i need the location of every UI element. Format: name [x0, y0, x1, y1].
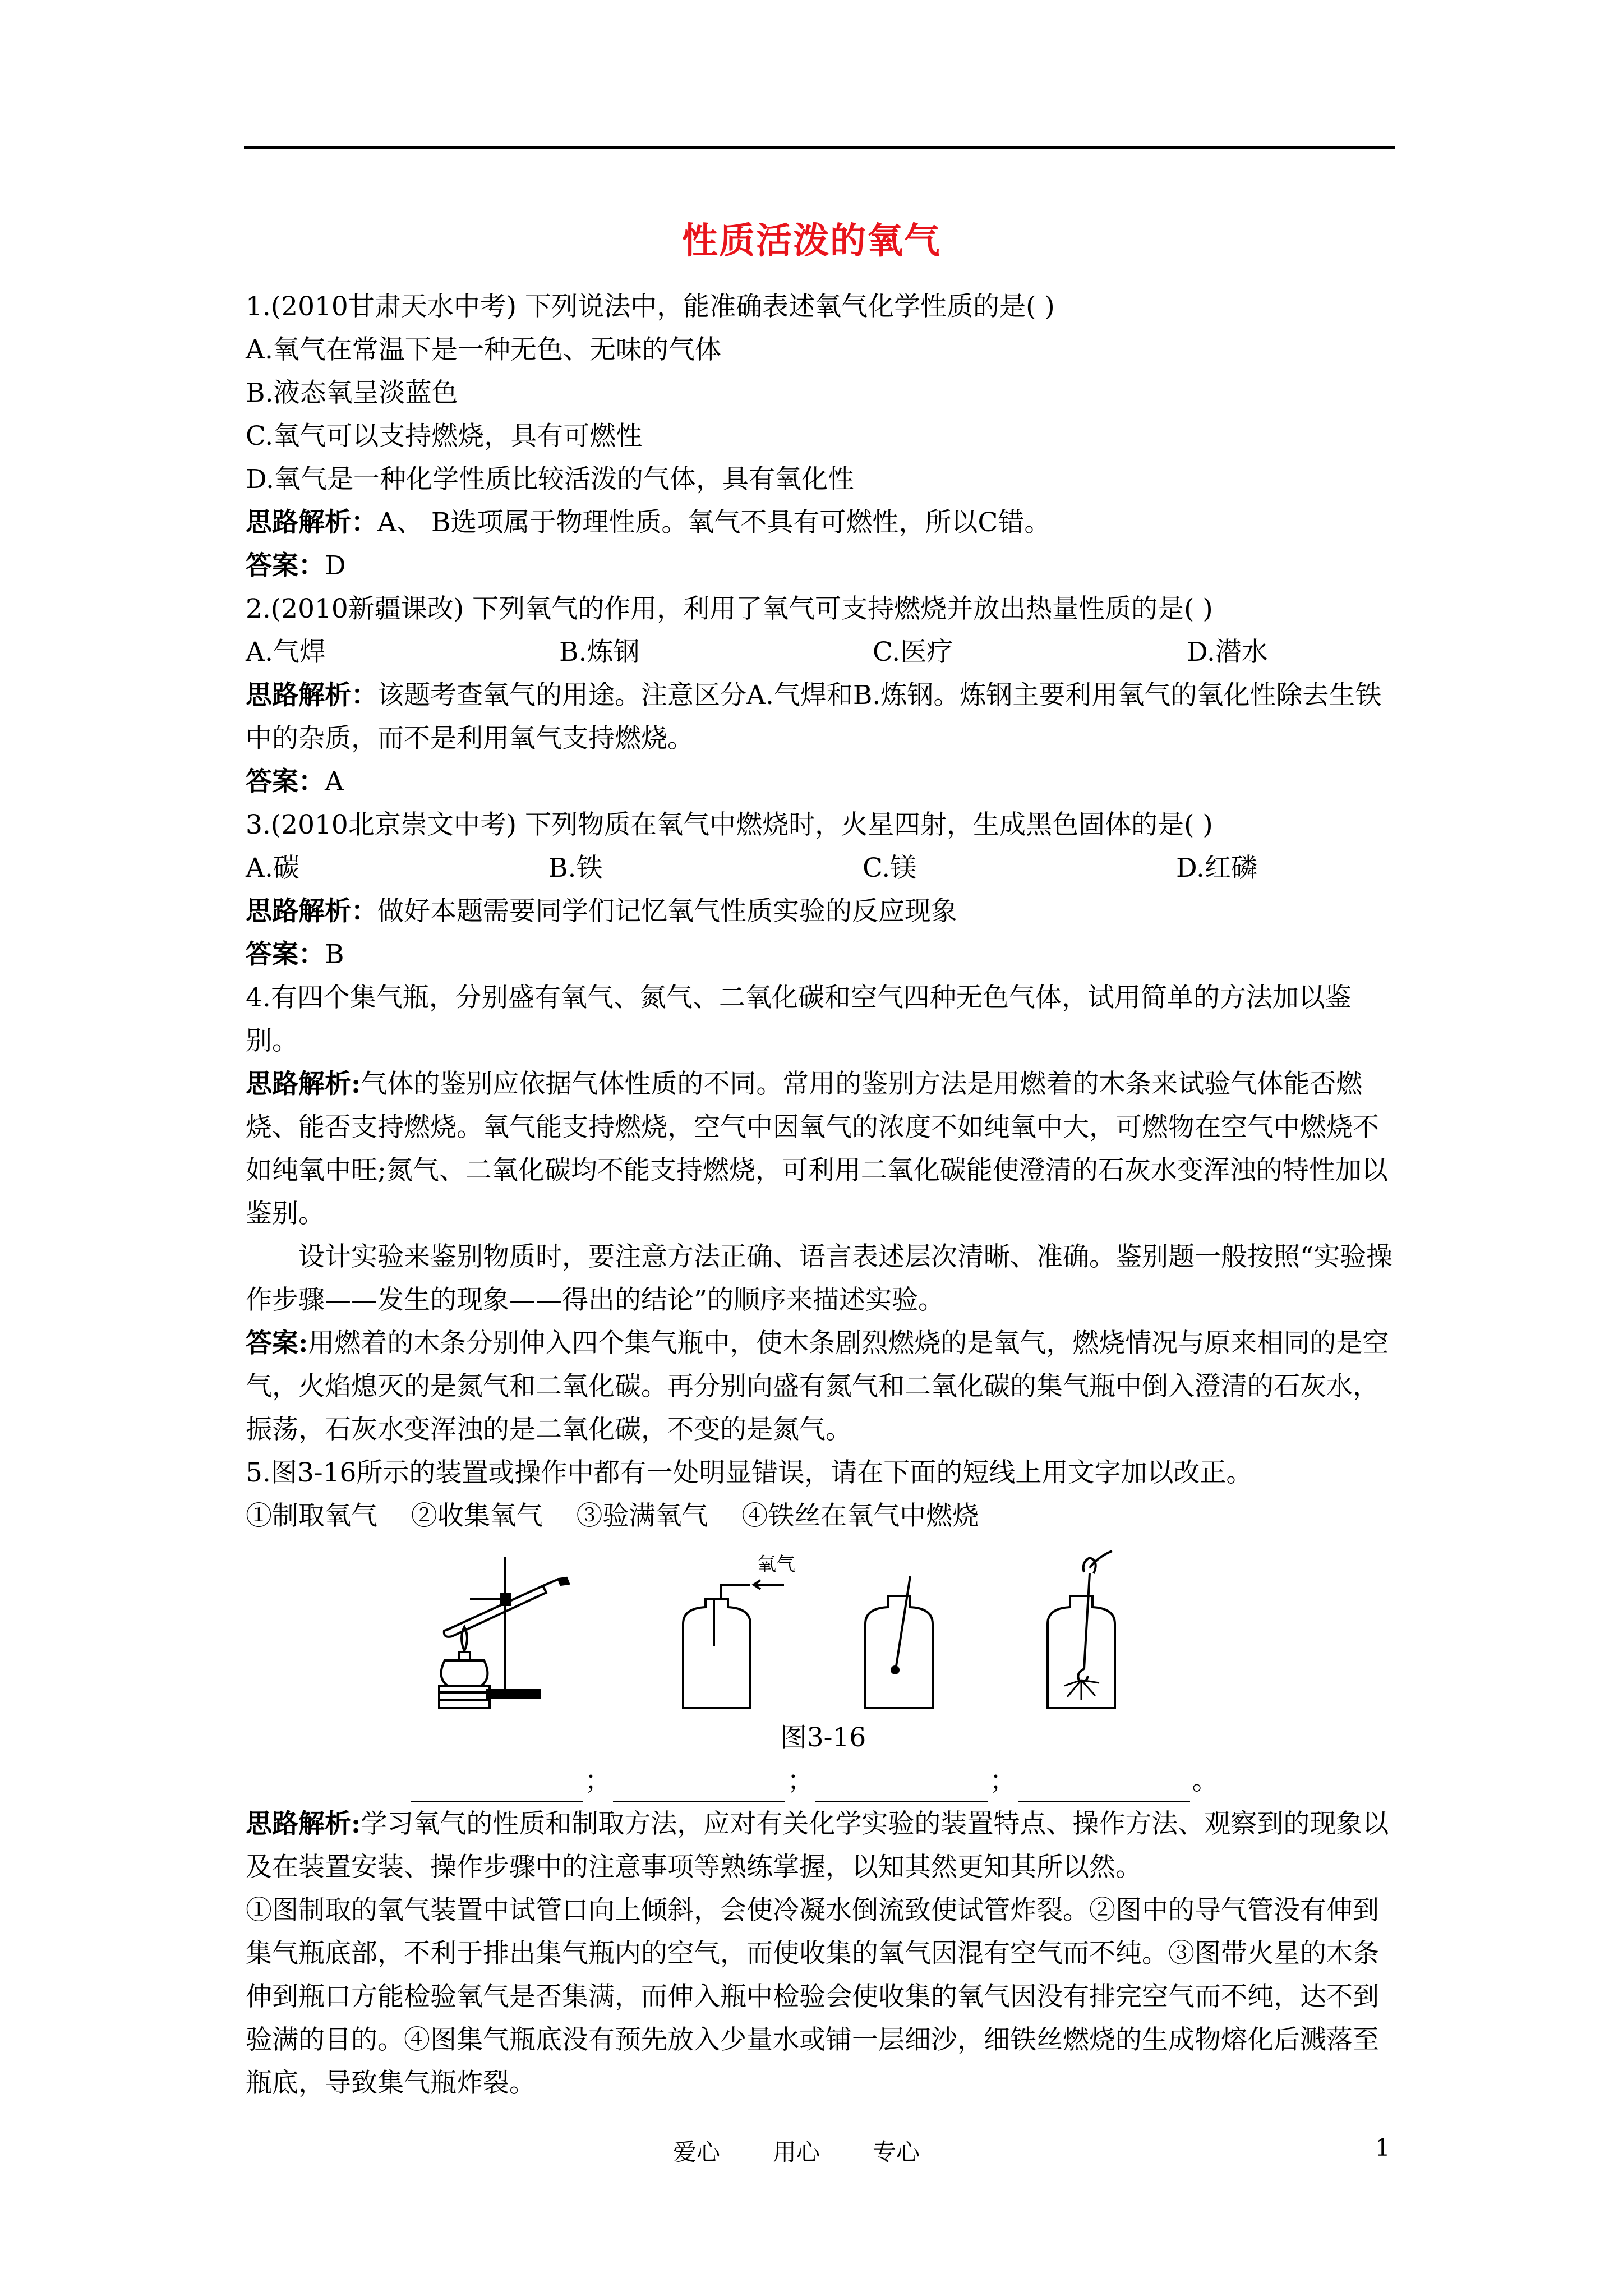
- q3-options: [246, 846, 1401, 890]
- q4-analysis: [246, 1062, 1401, 1235]
- q4-stem: 4.有四个集气瓶，分别盛有氧气、氮气、二氧化碳和空气四种无色气体，试用简单的方法加以鉴别。: [246, 982, 1352, 1056]
- oxygen-generation-apparatus: [439, 1557, 569, 1708]
- q1-option-c: C.氧气可以支持燃烧，具有可燃性: [246, 421, 643, 452]
- q2-option-c: C.医疗: [873, 637, 953, 668]
- q2-answer: [246, 760, 1401, 803]
- q2-option-a: A.气焊: [246, 637, 326, 668]
- q3-answer: [246, 933, 1401, 976]
- q3-option-a: A.碳: [246, 853, 299, 884]
- answer-text: D: [325, 550, 346, 581]
- q2-stem: 2.(2010新疆课改) 下列氧气的作用，利用了氧气可支持燃烧并放出热量性质的是( ): [246, 593, 1213, 624]
- apparatus-illustration: [414, 1545, 1221, 1714]
- oxygen-label: 氧气: [757, 1553, 795, 1576]
- answer-text: 用燃着的木条分别伸入四个集气瓶中，使木条剧烈燃烧的是氧气，燃烧情况与原来相同的是空气，火焰熄灭的是氮气和二氧化碳。再分别向盛有氮气和二氧化碳的集气瓶中倒入澄清的石灰水，振荡，石灰水变浑浊的是二氧化碳，不变的是氮气。: [246, 1328, 1389, 1445]
- answer-label: 答案：: [246, 766, 325, 797]
- q2-option-b: B.炼钢: [559, 637, 640, 668]
- page-number: 1: [1375, 2134, 1390, 2161]
- footer-motto: [673, 2134, 920, 2168]
- q4-answer: [246, 1322, 1401, 1451]
- blank-3[interactable]: [815, 1773, 988, 1802]
- q1-stem: 1.(2010甘肃天水中考) 下列说法中，能准确表述氧气化学性质的是( ): [246, 291, 1055, 322]
- q3-option-b: B.铁: [548, 853, 603, 884]
- q3-option-d: D.红磷: [1176, 853, 1257, 884]
- blank-separator: 。: [1192, 1765, 1219, 1796]
- analysis-label: 思路解析:: [246, 1809, 361, 1839]
- analysis-text: 学习氧气的性质和制取方法，应对有关化学实验的装置特点、操作方法、观察到的现象以及在装置安装、操作步骤中的注意事项等熟练掌握，以知其然更知其所以然。: [246, 1809, 1389, 1883]
- collecting-bottle: [683, 1580, 784, 1708]
- q3-stem: 3.(2010北京崇文中考) 下列物质在氧气中燃烧时，火星四射，生成黑色固体的是( ): [246, 809, 1213, 840]
- blank-separator: ；: [989, 1765, 1016, 1796]
- q1-option-b: B.液态氧呈淡蓝色: [246, 378, 458, 408]
- q5-analysis: [246, 1802, 1401, 1889]
- answer-text: A: [325, 766, 344, 797]
- analysis-text: 该题考查氧气的用途。注意区分A.气焊和B.炼钢。炼钢主要利用氧气的氧化性除去生铁中的杂质，而不是利用氧气支持燃烧。: [246, 680, 1382, 754]
- q2-options: [246, 631, 1401, 674]
- q3-analysis: [246, 890, 1401, 933]
- answer-label: 答案：: [246, 939, 325, 970]
- answer-label: 答案：: [246, 550, 325, 581]
- figure-3-16: [246, 1545, 1401, 1714]
- full-check-bottle: [865, 1576, 933, 1708]
- analysis-label: 思路解析：: [246, 507, 377, 538]
- q2-analysis: [246, 674, 1401, 760]
- header-rule: [244, 146, 1395, 149]
- blank-separator: ；: [584, 1765, 611, 1796]
- q1-option-d: D.氧气是一种化学性质比较活泼的气体，具有氧化性: [246, 464, 854, 495]
- q2-option-d: D.潜水: [1187, 637, 1268, 668]
- analysis-label: 思路解析：: [246, 896, 377, 927]
- page-title: 性质活泼的氧气: [682, 220, 941, 262]
- analysis-text: 做好本题需要同学们记忆氧气性质实验的反应现象: [377, 896, 957, 927]
- blank-separator: ；: [787, 1765, 814, 1796]
- answer-text: B: [325, 939, 344, 970]
- motto-3: 专心: [872, 2138, 920, 2166]
- motto-2: 用心: [772, 2138, 820, 2166]
- document-body: [246, 285, 1401, 2105]
- answer-blanks: [246, 1759, 1401, 1802]
- analysis-text: A、 B选项属于物理性质。氧气不具有可燃性，所以C错。: [377, 507, 1051, 538]
- q4-note: 设计实验来鉴别物质时，要注意方法正确、语言表述层次清晰、准确。鉴别题一般按照“实验操作步骤——发生的现象——得出的结论”的顺序来描述实验。: [246, 1241, 1393, 1315]
- analysis-label: 思路解析:: [246, 1069, 361, 1099]
- iron-wire-burning-bottle: [1048, 1551, 1115, 1708]
- q5-items: ①制取氧气 ②收集氧气 ③验满氧气 ④铁丝在氧气中燃烧: [246, 1501, 979, 1531]
- figure-caption: 图3-16: [780, 1722, 866, 1753]
- blank-4[interactable]: [1018, 1773, 1190, 1802]
- answer-label: 答案:: [246, 1328, 308, 1359]
- q5-detail: ①图制取的氧气装置中试管口向上倾斜，会使冷凝水倒流致使试管炸裂。②图中的导气管没有伸到集气瓶底部，不利于排出集气瓶内的空气，而使收集的氧气因混有空气而不纯。③图带火星的木条伸到瓶口方能检验氧气是否集满，而伸入瓶中检验会使收集的氧气因没有排完空气而不纯，达不到验满的目的。④图集气瓶底没有预先放入少量水或铺一层细沙，细铁丝燃烧的生成物熔化后溅落至瓶底，导致集气瓶炸裂。: [246, 1895, 1379, 2099]
- analysis-text: 气体的鉴别应依据气体性质的不同。常用的鉴别方法是用燃着的木条来试验气体能否燃烧、能否支持燃烧。氧气能支持燃烧，空气中因氧气的浓度不如纯氧中大，可燃物在空气中燃烧不如纯氧中旺;氮气、二氧化碳均不能支持燃烧，可利用二氧化碳能使澄清的石灰水变浑浊的特性加以鉴别。: [246, 1069, 1388, 1229]
- q1-analysis: [246, 501, 1401, 544]
- motto-1: 爱心: [673, 2138, 721, 2166]
- q1-option-a: A.氧气在常温下是一种无色、无味的气体: [246, 334, 721, 365]
- blank-2[interactable]: [613, 1773, 785, 1802]
- q1-answer: [246, 544, 1401, 587]
- q5-stem: 5.图3-16所示的装置或操作中都有一处明显错误，请在下面的短线上用文字加以改正。: [246, 1457, 1253, 1488]
- blank-1[interactable]: [411, 1773, 583, 1802]
- analysis-label: 思路解析：: [246, 680, 377, 711]
- q3-option-c: C.镁: [863, 853, 917, 884]
